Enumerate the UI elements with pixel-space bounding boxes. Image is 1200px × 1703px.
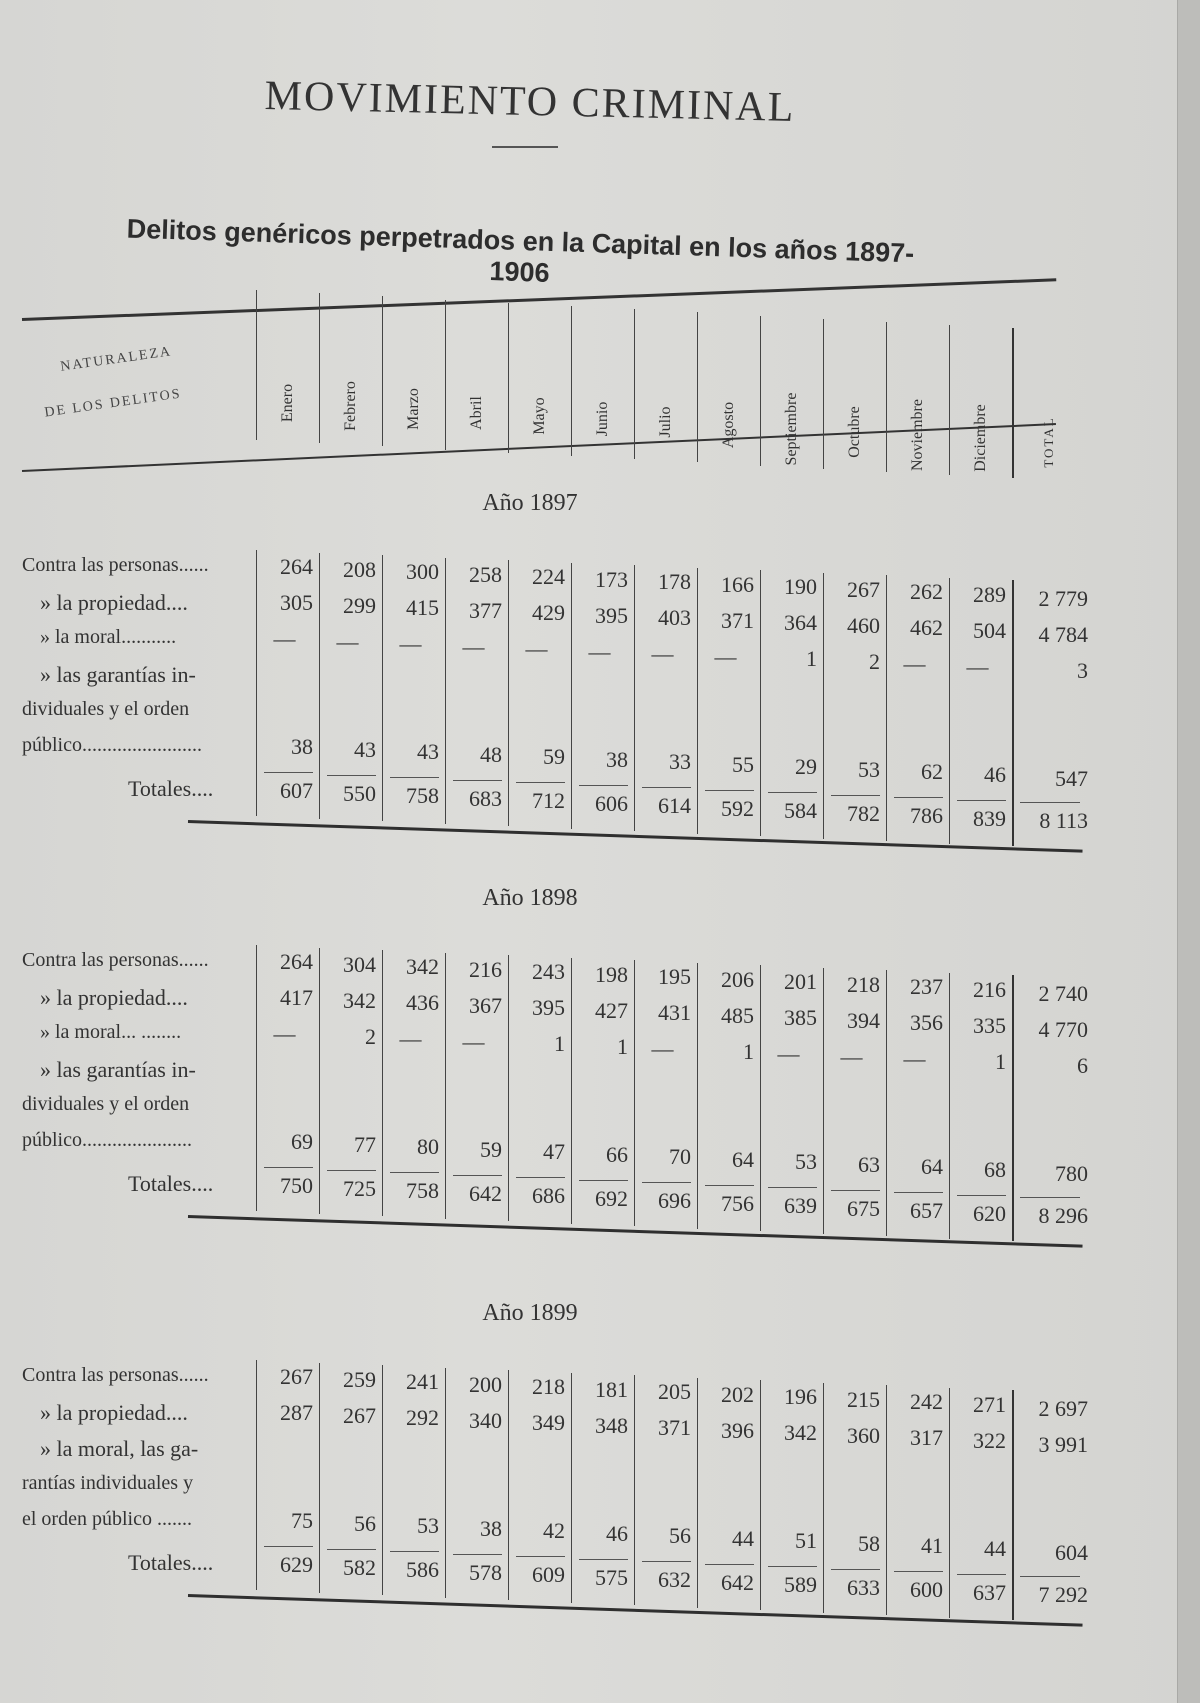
value-cell: 462 bbox=[910, 615, 943, 640]
month-header-3 bbox=[382, 296, 445, 446]
row-total-cell: 780 bbox=[1055, 1161, 1088, 1186]
value-cell: 59 bbox=[480, 1136, 502, 1162]
value-cell: 166 bbox=[721, 571, 754, 597]
value-cell: 196 bbox=[784, 1384, 817, 1409]
value-cell: 322 bbox=[973, 1427, 1006, 1453]
subtotal-rule bbox=[327, 1549, 376, 1550]
value-cell: 267 bbox=[343, 1402, 376, 1428]
value-cell: 371 bbox=[658, 1415, 691, 1440]
value-cell: 224 bbox=[532, 564, 565, 589]
subtotal-rule bbox=[264, 772, 313, 773]
value-cell: — bbox=[651, 1036, 674, 1061]
month-total-cell: 575 bbox=[595, 1564, 628, 1590]
value-cell: 1 bbox=[995, 1048, 1006, 1074]
value-cell: 46 bbox=[606, 1520, 628, 1546]
subtotal-rule bbox=[453, 1554, 502, 1555]
month-label: Agosto bbox=[720, 402, 737, 449]
month-total-cell: 692 bbox=[595, 1185, 628, 1211]
value-cell: 69 bbox=[291, 1129, 313, 1154]
value-cell: — bbox=[714, 643, 737, 669]
month-total-cell: 586 bbox=[406, 1557, 439, 1582]
value-cell: 75 bbox=[291, 1508, 313, 1533]
value-cell: 262 bbox=[910, 579, 943, 604]
subtotal-rule bbox=[831, 1569, 880, 1570]
value-cell: — bbox=[399, 631, 422, 656]
value-cell: 173 bbox=[595, 566, 628, 592]
row-total-cell: 2 697 bbox=[1038, 1396, 1088, 1421]
month-total-cell: 642 bbox=[469, 1180, 502, 1206]
subtotal-rule bbox=[768, 1187, 817, 1188]
subtotal-rule bbox=[579, 785, 628, 786]
month-total-cell: 782 bbox=[847, 800, 880, 826]
month-header-6 bbox=[571, 306, 634, 456]
value-cell: 2 bbox=[869, 648, 880, 674]
subtotal-rule bbox=[579, 1559, 628, 1560]
subtotal-rule bbox=[642, 1182, 691, 1183]
value-cell: 42 bbox=[543, 1518, 565, 1543]
value-cell: 218 bbox=[847, 971, 880, 997]
grand-total-cell: 7 292 bbox=[1038, 1582, 1088, 1607]
row-label: » la moral, las ga- bbox=[40, 1436, 199, 1461]
value-cell: 64 bbox=[921, 1154, 943, 1179]
subtotal-rule bbox=[264, 1167, 313, 1168]
subtotal-rule bbox=[516, 1177, 565, 1178]
value-cell: 216 bbox=[469, 956, 502, 982]
value-cell: 371 bbox=[721, 607, 754, 633]
value-cell: — bbox=[273, 626, 296, 651]
month-total-cell: 607 bbox=[280, 778, 313, 803]
value-cell: 62 bbox=[921, 759, 943, 784]
value-cell: — bbox=[903, 651, 926, 676]
value-cell: — bbox=[903, 1046, 926, 1071]
value-cell: — bbox=[525, 636, 548, 661]
value-cell: 201 bbox=[784, 969, 817, 994]
value-cell: 2 bbox=[365, 1023, 376, 1049]
month-label: Febrero bbox=[342, 381, 359, 432]
month-total-cell: 620 bbox=[973, 1200, 1006, 1226]
value-cell: 43 bbox=[354, 736, 376, 762]
value-cell: 292 bbox=[406, 1405, 439, 1430]
value-cell: 33 bbox=[669, 749, 691, 774]
value-cell: 300 bbox=[406, 559, 439, 584]
subtotal-rule bbox=[831, 1190, 880, 1191]
value-cell: 259 bbox=[343, 1366, 376, 1392]
subtotal-rule bbox=[390, 1172, 439, 1173]
subtotal-rule bbox=[768, 1566, 817, 1567]
value-cell: 41 bbox=[921, 1533, 943, 1558]
year-title: Año 1897 bbox=[482, 490, 578, 516]
value-cell: 335 bbox=[973, 1012, 1006, 1038]
value-cell: 38 bbox=[291, 734, 313, 759]
subtotal-rule bbox=[1020, 802, 1080, 803]
value-cell: 342 bbox=[784, 1420, 817, 1445]
value-cell: 243 bbox=[532, 959, 565, 984]
subtotal-rule bbox=[768, 792, 817, 793]
month-header-7 bbox=[634, 309, 697, 459]
month-label: Octubre bbox=[846, 406, 863, 458]
row-total-cell: 2 740 bbox=[1038, 981, 1088, 1006]
subtotal-rule bbox=[453, 1175, 502, 1176]
month-total-cell: 639 bbox=[784, 1193, 817, 1218]
row-label: dividuales y el orden bbox=[22, 698, 190, 720]
row-total-cell: 6 bbox=[1077, 1053, 1088, 1078]
value-cell: 206 bbox=[721, 966, 754, 992]
month-total-cell: 642 bbox=[721, 1569, 754, 1595]
value-cell: 264 bbox=[280, 554, 313, 579]
page-title: MOVIMIENTO CRIMINAL bbox=[264, 72, 796, 132]
month-label: Noviembre bbox=[909, 399, 926, 471]
value-cell: — bbox=[462, 1028, 485, 1054]
total-header-label: TOTAL bbox=[1041, 416, 1056, 469]
value-cell: 47 bbox=[543, 1139, 565, 1164]
month-total-cell: 758 bbox=[406, 783, 439, 808]
row-label: dividuales y el orden bbox=[22, 1093, 190, 1115]
month-label: Marzo bbox=[405, 388, 422, 431]
value-cell: 342 bbox=[343, 987, 376, 1013]
row-total-cell: 2 779 bbox=[1038, 586, 1088, 611]
value-cell: 77 bbox=[354, 1131, 376, 1157]
value-cell: 200 bbox=[469, 1371, 502, 1397]
row-label: » la moral... ........ bbox=[40, 1021, 182, 1043]
subtotal-rule bbox=[705, 1564, 754, 1565]
value-cell: — bbox=[966, 653, 989, 679]
value-cell: 271 bbox=[973, 1391, 1006, 1417]
value-cell: 305 bbox=[280, 590, 313, 615]
value-cell: 70 bbox=[669, 1144, 691, 1169]
value-cell: 1 bbox=[806, 646, 817, 671]
value-cell: 1 bbox=[554, 1031, 565, 1056]
month-header-2 bbox=[319, 293, 382, 443]
value-cell: 1 bbox=[617, 1033, 628, 1059]
month-header-1 bbox=[256, 290, 319, 440]
value-cell: 44 bbox=[732, 1525, 754, 1551]
month-header-5 bbox=[508, 303, 571, 453]
month-label: Julio bbox=[657, 406, 674, 438]
subtotal-rule bbox=[957, 1195, 1006, 1196]
value-cell: 215 bbox=[847, 1386, 880, 1412]
month-total-cell: 750 bbox=[280, 1173, 313, 1198]
row-label: Contra las personas...... bbox=[22, 554, 209, 576]
month-header-12 bbox=[949, 325, 1012, 475]
value-cell: 53 bbox=[417, 1513, 439, 1538]
month-header-10 bbox=[823, 319, 886, 469]
month-total-cell: 582 bbox=[343, 1554, 376, 1580]
value-cell: 349 bbox=[532, 1410, 565, 1435]
grand-total-cell: 8 113 bbox=[1039, 808, 1088, 833]
value-cell: 289 bbox=[973, 581, 1006, 607]
value-cell: 267 bbox=[280, 1364, 313, 1389]
value-cell: 56 bbox=[669, 1523, 691, 1548]
month-total-cell: 786 bbox=[910, 803, 943, 828]
value-cell: 237 bbox=[910, 974, 943, 999]
totals-label: Totales.... bbox=[128, 1550, 214, 1575]
value-cell: 485 bbox=[721, 1002, 754, 1028]
subtotal-rule bbox=[516, 782, 565, 783]
month-header-9 bbox=[760, 316, 823, 466]
row-label: rantías individuales y bbox=[22, 1472, 194, 1494]
subtotal-rule bbox=[327, 1170, 376, 1171]
month-total-cell: 632 bbox=[658, 1567, 691, 1592]
month-header-4 bbox=[445, 300, 508, 450]
value-cell: 43 bbox=[417, 739, 439, 764]
value-cell: 299 bbox=[343, 592, 376, 618]
subtotal-rule bbox=[579, 1180, 628, 1181]
value-cell: 377 bbox=[469, 597, 502, 623]
year-title: Año 1899 bbox=[482, 1300, 578, 1326]
value-cell: 287 bbox=[280, 1400, 313, 1425]
row-label: Contra las personas...... bbox=[22, 949, 209, 971]
subtotal-rule bbox=[894, 1571, 943, 1572]
subtotal-rule bbox=[894, 797, 943, 798]
month-total-cell: 657 bbox=[910, 1198, 943, 1223]
month-header-8 bbox=[697, 312, 760, 462]
value-cell: 218 bbox=[532, 1374, 565, 1399]
value-cell: 403 bbox=[658, 605, 691, 630]
row-label: » la propiedad.... bbox=[40, 1400, 188, 1425]
month-label: Abril bbox=[468, 395, 485, 430]
value-cell: — bbox=[336, 628, 359, 654]
value-cell: 241 bbox=[406, 1369, 439, 1394]
month-label: Diciembre bbox=[972, 404, 989, 472]
row-total-cell: 3 bbox=[1077, 658, 1088, 683]
value-cell: 1 bbox=[743, 1038, 754, 1064]
value-cell: 429 bbox=[532, 600, 565, 625]
value-cell: — bbox=[777, 1041, 800, 1066]
subtotal-rule bbox=[516, 1556, 565, 1557]
month-label: Junio bbox=[594, 401, 611, 437]
value-cell: 29 bbox=[795, 754, 817, 779]
value-cell: 267 bbox=[847, 576, 880, 602]
subtotal-rule bbox=[264, 1546, 313, 1547]
month-header-11 bbox=[886, 322, 949, 472]
subtotal-rule bbox=[327, 775, 376, 776]
subtotal-rule bbox=[642, 1561, 691, 1562]
month-total-cell: 712 bbox=[532, 788, 565, 813]
value-cell: 504 bbox=[973, 617, 1006, 643]
value-cell: — bbox=[273, 1021, 296, 1046]
value-cell: 53 bbox=[795, 1149, 817, 1174]
value-cell: 80 bbox=[417, 1134, 439, 1159]
month-total-cell: 633 bbox=[847, 1574, 880, 1600]
month-total-cell: 725 bbox=[343, 1175, 376, 1201]
value-cell: 178 bbox=[658, 569, 691, 594]
value-cell: 258 bbox=[469, 561, 502, 587]
month-total-cell: 550 bbox=[343, 780, 376, 806]
header-label-line1: NATURALEZA bbox=[59, 344, 173, 375]
value-cell: 417 bbox=[280, 985, 313, 1010]
row-total-cell: 4 770 bbox=[1038, 1017, 1088, 1042]
row-label: » las garantías in- bbox=[40, 1057, 196, 1082]
month-total-cell: 683 bbox=[469, 785, 502, 811]
subtotal-rule bbox=[642, 787, 691, 788]
subtotal-rule bbox=[957, 800, 1006, 801]
row-total-cell: 547 bbox=[1055, 766, 1088, 791]
value-cell: 202 bbox=[721, 1381, 754, 1407]
value-cell: 364 bbox=[784, 610, 817, 635]
month-total-cell: 675 bbox=[847, 1195, 880, 1221]
value-cell: 51 bbox=[795, 1528, 817, 1553]
month-total-cell: 839 bbox=[973, 805, 1006, 831]
subtotal-rule bbox=[453, 780, 502, 781]
value-cell: 415 bbox=[406, 595, 439, 620]
value-cell: 317 bbox=[910, 1425, 943, 1450]
value-cell: 68 bbox=[984, 1156, 1006, 1182]
total-column-rule bbox=[1012, 580, 1014, 846]
value-cell: — bbox=[651, 641, 674, 666]
value-cell: — bbox=[462, 633, 485, 659]
subtotal-rule bbox=[705, 790, 754, 791]
month-total-cell: 609 bbox=[532, 1562, 565, 1587]
value-cell: 56 bbox=[354, 1510, 376, 1536]
value-cell: 55 bbox=[732, 751, 754, 777]
month-total-cell: 756 bbox=[721, 1190, 754, 1216]
value-cell: 396 bbox=[721, 1417, 754, 1443]
value-cell: 427 bbox=[595, 997, 628, 1023]
subtotal-rule bbox=[390, 777, 439, 778]
month-label: Enero bbox=[279, 383, 296, 423]
row-label: Contra las personas...... bbox=[22, 1364, 209, 1386]
value-cell: 431 bbox=[658, 1000, 691, 1025]
total-column-rule bbox=[1012, 975, 1014, 1241]
row-label: » la propiedad.... bbox=[40, 985, 188, 1010]
value-cell: — bbox=[588, 638, 611, 664]
subtotal-rule bbox=[390, 1551, 439, 1552]
month-total-cell: 758 bbox=[406, 1178, 439, 1203]
value-cell: 63 bbox=[858, 1151, 880, 1177]
value-cell: 304 bbox=[343, 951, 376, 977]
value-cell: 242 bbox=[910, 1389, 943, 1414]
row-label: el orden público ....... bbox=[22, 1508, 192, 1530]
row-total-cell: 4 784 bbox=[1038, 622, 1088, 647]
totals-label: Totales.... bbox=[128, 1171, 214, 1196]
value-cell: 264 bbox=[280, 949, 313, 974]
value-cell: 59 bbox=[543, 744, 565, 769]
month-total-cell: 696 bbox=[658, 1188, 691, 1213]
value-cell: 181 bbox=[595, 1376, 628, 1402]
row-label: » las garantías in- bbox=[40, 662, 196, 687]
row-total-cell: 3 991 bbox=[1038, 1432, 1088, 1457]
subtotal-rule bbox=[894, 1192, 943, 1193]
value-cell: 342 bbox=[406, 954, 439, 979]
subtotal-rule bbox=[957, 1574, 1006, 1575]
row-label: público........................ bbox=[22, 734, 202, 756]
value-cell: 48 bbox=[480, 741, 502, 767]
value-cell: 64 bbox=[732, 1146, 754, 1172]
row-total-cell: 604 bbox=[1055, 1540, 1088, 1565]
value-cell: 195 bbox=[658, 964, 691, 989]
month-total-cell: 589 bbox=[784, 1572, 817, 1597]
value-cell: 46 bbox=[984, 761, 1006, 787]
value-cell: 190 bbox=[784, 574, 817, 599]
value-cell: 385 bbox=[784, 1005, 817, 1030]
value-cell: 38 bbox=[606, 746, 628, 772]
value-cell: 208 bbox=[343, 556, 376, 582]
month-total-cell: 686 bbox=[532, 1183, 565, 1208]
value-cell: 367 bbox=[469, 992, 502, 1018]
value-cell: 340 bbox=[469, 1407, 502, 1433]
month-total-cell: 629 bbox=[280, 1552, 313, 1577]
month-total-cell: 592 bbox=[721, 795, 754, 821]
month-label: Mayo bbox=[531, 397, 548, 435]
value-cell: 58 bbox=[858, 1530, 880, 1556]
value-cell: 216 bbox=[973, 976, 1006, 1002]
month-total-cell: 614 bbox=[658, 793, 691, 818]
value-cell: 66 bbox=[606, 1141, 628, 1167]
month-total-cell: 584 bbox=[784, 798, 817, 823]
month-total-cell: 606 bbox=[595, 790, 628, 816]
row-label: » la propiedad.... bbox=[40, 590, 188, 615]
value-cell: — bbox=[840, 1043, 863, 1069]
value-cell: — bbox=[399, 1026, 422, 1051]
month-total-cell: 600 bbox=[910, 1577, 943, 1602]
page-subtitle: Delitos genéricos perpetrados en la Capital en los años 1897-1906 bbox=[126, 213, 915, 288]
value-cell: 395 bbox=[532, 995, 565, 1020]
subtotal-rule bbox=[1020, 1576, 1080, 1577]
totals-label: Totales.... bbox=[128, 776, 214, 801]
year-title: Año 1898 bbox=[482, 885, 578, 911]
total-column-rule bbox=[1012, 1390, 1014, 1620]
value-cell: 356 bbox=[910, 1010, 943, 1035]
value-cell: 436 bbox=[406, 990, 439, 1015]
row-label: público...................... bbox=[22, 1129, 192, 1151]
value-cell: 205 bbox=[658, 1379, 691, 1404]
row-label: » la moral........... bbox=[40, 626, 177, 648]
value-cell: 394 bbox=[847, 1007, 880, 1033]
subtotal-rule bbox=[1020, 1197, 1080, 1198]
value-cell: 198 bbox=[595, 961, 628, 987]
header-label-line2: DE LOS DELITOS bbox=[43, 386, 183, 421]
value-cell: 360 bbox=[847, 1422, 880, 1448]
value-cell: 395 bbox=[595, 602, 628, 628]
month-total-cell: 578 bbox=[469, 1559, 502, 1585]
value-cell: 44 bbox=[984, 1535, 1006, 1561]
value-cell: 348 bbox=[595, 1412, 628, 1438]
month-label: Septiembre bbox=[783, 392, 800, 466]
subtotal-rule bbox=[831, 795, 880, 796]
grand-total-cell: 8 296 bbox=[1038, 1203, 1088, 1228]
total-header bbox=[1012, 328, 1084, 478]
value-cell: 460 bbox=[847, 612, 880, 638]
month-total-cell: 637 bbox=[973, 1579, 1006, 1605]
value-cell: 53 bbox=[858, 756, 880, 782]
value-cell: 38 bbox=[480, 1515, 502, 1541]
subtotal-rule bbox=[705, 1185, 754, 1186]
